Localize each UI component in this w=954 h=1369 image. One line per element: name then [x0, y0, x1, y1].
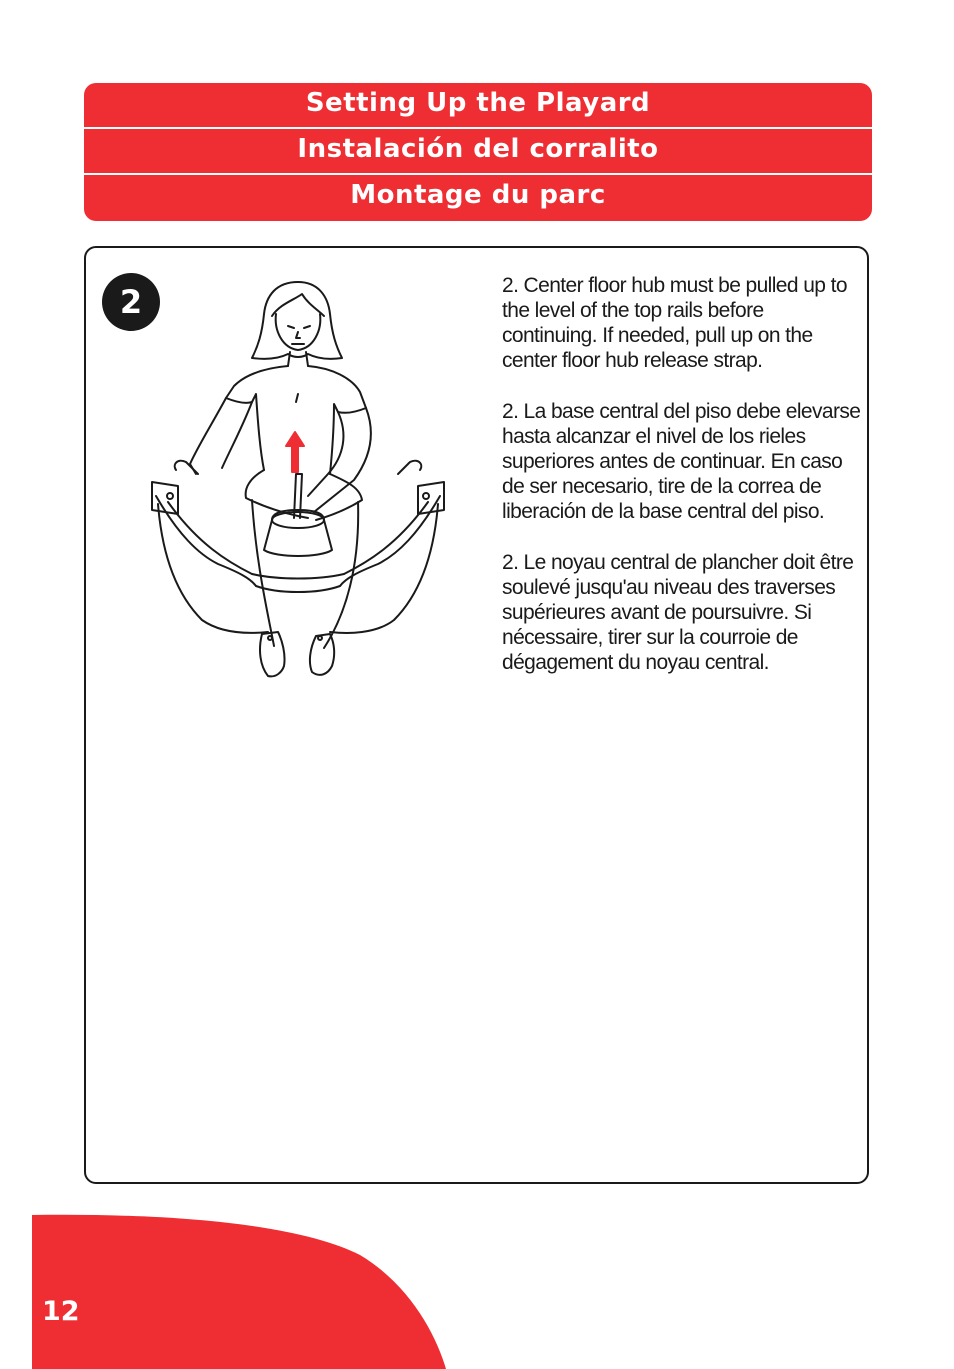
- step-panel: [84, 246, 869, 1184]
- pull-up-arrow: [286, 432, 304, 472]
- footer-red-shape: [0, 1205, 450, 1369]
- instructions-column: [502, 273, 862, 701]
- instruction-spanish: 2. La base central del piso debe elevarse hasta alcanzar el nivel de los rieles superiores antes de continuar. En caso de ser necesario, tire de la correa de liberación de la base central del piso.: [502, 400, 861, 523]
- title-spanish: Instalación del corralito: [84, 127, 872, 173]
- playard-setup-illustration: [148, 274, 448, 684]
- title-french: Montage du parc: [84, 173, 872, 219]
- instruction-french: 2. Le noyau central de plancher doit être soulevé jusqu'au niveau des traverses supérieures avant de poursuivre. Si nécessaire, tirer sur la courroie de dégagement du noyau central.: [502, 551, 854, 674]
- page-number: 12: [42, 1296, 80, 1327]
- step-number-badge: 2: [102, 273, 160, 331]
- title-english: Setting Up the Playard: [305, 88, 651, 118]
- section-header: [84, 83, 872, 221]
- instruction-english: 2. Center floor hub must be pulled up to the level of the top rails before continuing. If needed, pull up on the center floor hub release strap.: [502, 274, 847, 372]
